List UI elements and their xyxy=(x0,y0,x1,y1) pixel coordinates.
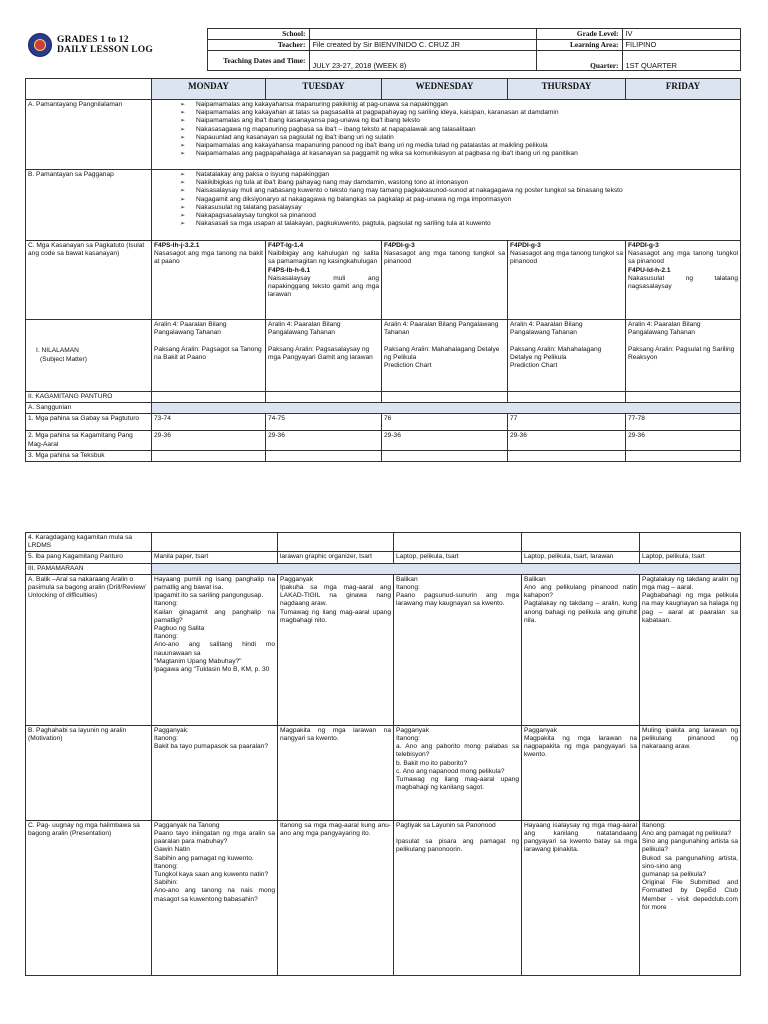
motivation-cell: Pagganyak: Itanong: Bakit ba tayo pumapasok sa paaralan? xyxy=(152,725,278,820)
gabay-page-cell: 73-74 xyxy=(152,414,266,431)
balik-aral-cell: Hayaang pumili ng isang panghalip na pamatlig ang bawat isa. Ipagamit ito sa sariling pangungusap. Itanong: Kailan ginagamit ang panghalip na pamatlig? Pagbuo ng Salita Itanong: Ano-ano ang salitang hindi mo nauunawaan sa "Magtanim Upang Mabuhay?" Ipagawa ang "Tuklasin Mo B, KM, p. 30 xyxy=(152,574,278,725)
competency-cell xyxy=(266,241,382,320)
motivation-cell: Muling ipakita ang larawan ng pelikulang pinanood ng nakaraang araw. xyxy=(640,725,741,820)
dll-table-upper xyxy=(25,78,740,462)
competency-text: Nasasagot ang mga tanong tungkol sa pinanood xyxy=(628,250,738,266)
balik-aral-row xyxy=(26,574,741,725)
days-header-row xyxy=(26,79,741,100)
sanggunian-row xyxy=(26,403,741,414)
competency-cell xyxy=(152,241,266,320)
presentation-cell: Hayaang isalaysay ng mga mag-aaral ang kanilang natatandaang pangyayari sa kwento batay sa mga larawang ipinakita. xyxy=(522,820,640,975)
sectionA-item: ➢ Naipamamalas ang kakayahansa mapanuring pakikinig at pag-unawa sa napakinggan xyxy=(174,101,738,109)
teacher-value: File created by Sir BIENVINIDO C. CRUZ JR xyxy=(309,40,536,51)
competency-code: F4PDI-g-3 xyxy=(628,242,659,249)
presentation-cell: Pagganyak na Tanong Paano tayo iniingatan ng mga aralin sa paaralan para mabuhay? Gawin Natin Sabihin ang pamagat ng kuwento. Itanong: Tungkol kaya saan ang kuwento natin? Sabihin: Ano-ano ang tanong na nais mong masagot sa kuwentong babasahin? xyxy=(152,820,278,975)
grade-value: IV xyxy=(622,29,740,40)
nilalaman-title: I. NILALAMAN xyxy=(36,347,79,355)
pamamaraan-row xyxy=(26,563,741,574)
sectionA-item: ➢ Naipamamalas ang pagpapahalaga at kasanayan sa paggamit ng wika sa komunikasyon at pagbasa ng iba't ibang uri ng panitikan xyxy=(174,150,738,158)
gabay-page-cell: 74-75 xyxy=(266,414,382,431)
kagamitang-pang-mag-aaral-row xyxy=(26,431,741,450)
day-wednesday: WEDNESDAY xyxy=(382,79,508,100)
sectionB-item: ➢ Nakapagsasalaysay tungkol sa pinanood xyxy=(174,212,738,220)
balik-aral-label: A. Balik –Aral sa nakaraang Aralin o pasimula sa bagong aralin (Drill/Review/ Unlocking of difficulties) xyxy=(26,574,152,725)
day-thursday: THURSDAY xyxy=(508,79,626,100)
competency-cell xyxy=(626,241,741,320)
grade-label: Grade Level: xyxy=(536,29,622,40)
kagamitan-label: II. KAGAMITANG PANTURO xyxy=(26,392,152,403)
balik-aral-cell: Balikan Ano ang pelikulang pinanood natin kahapon? Pagtalakay ng takdang – aralin, kung anong bahagi ng pelikula ang ginuhit nila. xyxy=(522,574,640,725)
sectionA-item: ➢ Naipamamalas ang iba't ibang kasanayansa pag-unawa ng iba't ibang teksto xyxy=(174,117,738,125)
balik-aral-cell: Pagganyak Ipakuha sa mga mag-aaral ang LAKAD-TIGIL na ginawa nang nagdaang araw. Tumawag ng ilang mag-aaral upang magbahagi nito. xyxy=(278,574,394,725)
presentation-row xyxy=(26,820,741,975)
nilalaman-cell: Aralin 4: Paaralan Bilang Pangalawang Tahanan Paksang Aralin: Mahahalagang Detalye ng Pelikula Prediction Chart xyxy=(382,320,508,392)
school-value xyxy=(309,29,536,40)
competency-text: Nasasagot ang mga tanong tungkol sa pinanood xyxy=(384,250,505,266)
balik-aral-cell: Balikan Itanong: Paano pagsunud-sunurin ang mga larawang may kaugnayan sa kwento. xyxy=(394,574,522,725)
sectionA-item: ➢ Naipamamalas ang kakayahansa mapanuring panood ng iba't ibang uri ng media tulad ng patalastas at maikling pelikula xyxy=(174,142,738,150)
sectionB-item: ➢ Naisasalaysay muli ang nabasang kuwento o teksto nang may tamang pagkakasunod-sunod at nakagagawa ng poster tungkol sa binasang teksto xyxy=(174,187,738,195)
balik-aral-cell: Pagtalakay ng takdang aralin ng mga mag – aaral. Pagbabahagi ng mga pelikula na may kaugnayan sa halaga ng pag – aaral at paaralan sa kabataan. xyxy=(640,574,741,725)
quarter-value: 1ST QUARTER xyxy=(622,51,740,71)
competency-text: Nasasagot ang mga tanong tungkol sa pinanood xyxy=(510,250,623,266)
competency-code: F4PS-Ib-h-6.1 xyxy=(268,266,311,274)
kagamitan-item-cell: Laptop, pelikula, tsart xyxy=(640,552,741,563)
nilalaman-cell: Aralin 4: Paaralan Bilang Pangalawang Tahanan Paksang Aralin: Pagsasalaysay ng mga Pangyayari Gamit ang larawan xyxy=(266,320,382,392)
presentation-label: C. Pag- uugnay ng mga halimbawa sa bagong aralin (Presentation) xyxy=(26,820,152,975)
pamamaraan-label: III. PAMAMARAAN xyxy=(26,563,152,574)
performance-standards-list xyxy=(152,170,741,241)
presentation-cell: Itanong sa mga mag-aaral kung anu-ano ang mga pangyayaring ito. xyxy=(278,820,394,975)
area-value: FILIPINO xyxy=(622,40,740,51)
iba-pang-kagamitan-row xyxy=(26,552,741,563)
kagamitan-item-cell: Manila paper, tsart xyxy=(152,552,278,563)
competency-text: Naibibigay ang kahulugan ng salita sa pamamagitan ng kasingkahulugan xyxy=(268,250,379,266)
gabay-row xyxy=(26,414,741,431)
kagamitan-page-cell: 29-36 xyxy=(152,431,266,450)
competency-text: Nasasagot ang mga tanong na bakit at paano xyxy=(154,250,263,266)
sectionB-item: ➢ Nakikibigkas ng tula at iba't ibang pahayag nang may damdamin, wastong tono at intonasyon xyxy=(174,179,738,187)
presentation-cell: Pagtiyak sa Layunin sa Panonood Ipasulat sa pisara ang pamagat ng pelikulang panonoorin. xyxy=(394,820,522,975)
competency-cell xyxy=(382,241,508,320)
sectionA-item: ➢ Naipamamalas ang kakayahan at tatas sa pagsasalita at pagpapahayag ng sariling ideya, kaisipan, karanasan at damdamin xyxy=(174,109,738,117)
kagamitan-page-cell: 29-36 xyxy=(266,431,382,450)
logo-line1: GRADES 1 to 12 xyxy=(57,34,129,45)
day-tuesday: TUESDAY xyxy=(266,79,382,100)
sectionB-item: ➢ Nagagamit ang diksiyonaryo at nakagagawa ng balangkas sa pagkalap at pag-unawa ng mga impormasyon xyxy=(174,196,738,204)
teksbuk-label: 3. Mga pahina sa Teksbuk xyxy=(26,450,152,461)
competency-code: F4PDI-g-3 xyxy=(384,242,415,249)
corner-cell xyxy=(26,79,152,100)
content-standards-row xyxy=(26,100,741,170)
competency-cell xyxy=(508,241,626,320)
lrdms-label: 4. Karagdagang kagamitan mula sa LRDMS xyxy=(26,533,152,552)
teksbuk-row xyxy=(26,450,741,461)
dll-header xyxy=(25,28,740,71)
logo-line2: DAILY LESSON LOG xyxy=(57,44,153,55)
sectionB-item: ➢ Nakasasali sa mga usapan at talakayan, pagkukuwento, pagtula, pagsulat ng sariling tula at kuwento xyxy=(174,220,738,228)
nilalaman-cell: Aralin 4: Paaralan Bilang Pangalawang Tahanan Paksang Aralin: Pagsagot sa Tanong na Bakit at Paano xyxy=(152,320,266,392)
motivation-label: B. Paghahabi sa layunin ng aralin (Motivation) xyxy=(26,725,152,820)
motivation-row xyxy=(26,725,741,820)
motivation-cell: Magpakita ng mga larawan na nangyari sa kwento. xyxy=(278,725,394,820)
presentation-cell: Itanong: Ano ang pamagat ng pelikula? Sino ang pangunahing artista sa pelikula? Bukod sa pangunahing artista, sino-sino ang gumanap sa pelikula? Original File Submitted and Formatted by DepEd Club Member - visit depedclub.com for more xyxy=(640,820,741,975)
deped-seal-icon xyxy=(28,33,52,57)
performance-standards-label: B. Pamantayan sa Pagganap xyxy=(26,170,152,241)
day-friday: FRIDAY xyxy=(626,79,741,100)
motivation-cell: Pagganyak Itanong: a. Ano ang paborito mong palabas sa telebisyon? b. Bakit mo ito paborito? c. Ano ang napanood mong pelikula? Tumawag ng ilang mag-aaral upang magbahagi ng kanilang sagot. xyxy=(394,725,522,820)
kagamitan-item-cell: larawan graphic organizer, tsart xyxy=(278,552,394,563)
competencies-row xyxy=(26,241,741,320)
sectionB-item: ➢ Natatalakay ang paksa o isyung napakinggan xyxy=(174,171,738,179)
sectionA-item: ➢ Nakasasagawa ng mapanuring pagbasa sa iba't – ibang teksto at napapalawak ang talasalitaan xyxy=(174,126,738,134)
kagamitan-row xyxy=(26,392,741,403)
gabay-page-cell: 77-78 xyxy=(626,414,741,431)
dates-label: Teaching Dates and Time: xyxy=(207,51,309,71)
day-monday: MONDAY xyxy=(152,79,266,100)
sectionA-item: ➢ Napauunlad ang kasanayan sa pagsulat ng iba't ibang uri ng sulatin xyxy=(174,134,738,142)
competency-code: F4PU-Id-h-2.1 xyxy=(628,266,671,274)
sectionB-item: ➢ Nakasusulat ng talatang pasalaysay xyxy=(174,204,738,212)
kagamitan-item-cell: Laptop, pelikula, tsart xyxy=(394,552,522,563)
sanggunian-label: A. Sanggunian xyxy=(26,403,152,414)
dates-value: JULY 23-27, 2018 (WEEK 8) xyxy=(309,51,536,71)
kagamitan-page-cell: 29-36 xyxy=(626,431,741,450)
logo-block xyxy=(25,29,207,71)
kagamitang-label: 2. Mga pahina sa Kagamitang Pang Mag-Aaral xyxy=(26,431,152,450)
nilalaman-cell: Aralin 4: Paaralan Bilang Pangalawang Tahanan Paksang Aralin: Pagsulat ng Sariling Reaksyon xyxy=(626,320,741,392)
teacher-label: Teacher: xyxy=(207,40,309,51)
gabay-page-cell: 76 xyxy=(382,414,508,431)
competency-code: F4PS-Ih-j-3.2.1 xyxy=(154,242,200,249)
nilalaman-label xyxy=(26,320,152,392)
kagamitan-page-cell: 29-36 xyxy=(382,431,508,450)
performance-standards-row xyxy=(26,170,741,241)
content-standards-label: A. Pamantayang Pangnilalaman xyxy=(26,100,152,170)
dll-table-lower xyxy=(25,532,740,976)
gabay-label: 1. Mga pahina sa Gabay sa Pagtuturo xyxy=(26,414,152,431)
iba-pang-kagamitan-label: 5. Iba pang Kagamitang Panturo xyxy=(26,552,152,563)
school-label: School: xyxy=(207,29,309,40)
kagamitan-item-cell: Laptop, pelikula, tsart, larawan xyxy=(522,552,640,563)
area-label: Learning Area: xyxy=(536,40,622,51)
nilalaman-sub: (Subject Matter) xyxy=(40,355,87,363)
lrdms-row xyxy=(26,533,741,552)
gabay-page-cell: 77 xyxy=(508,414,626,431)
kagamitan-page-cell: 29-36 xyxy=(508,431,626,450)
nilalaman-cell: Aralin 4: Paaralan Bilang Pangalawang Tahanan Paksang Aralin: Mahahalagang Detalye ng Pelikula Prediction Chart xyxy=(508,320,626,392)
competency-code: F4PT-Ig-1.4 xyxy=(268,242,304,249)
competency-text: Nakasusulat ng talatang nagsasalaysay xyxy=(628,274,738,291)
motivation-cell: Pagganyak Magpakita ng mga larawan na nagpapakita ng mga pangyayari sa kwento. xyxy=(522,725,640,820)
quarter-label: Quarter: xyxy=(536,51,622,71)
content-standards-list xyxy=(152,100,741,170)
competencies-label: C. Mga Kasanayan sa Pagkatuto (Isulat ang code sa bawat kasanayan) xyxy=(26,241,152,320)
competency-code: F4PDI-g-3 xyxy=(510,242,541,249)
nilalaman-row xyxy=(26,320,741,392)
competency-text: Naisasalaysay muli ang napakinggang teksto gamit ang mga larawan xyxy=(268,274,379,299)
